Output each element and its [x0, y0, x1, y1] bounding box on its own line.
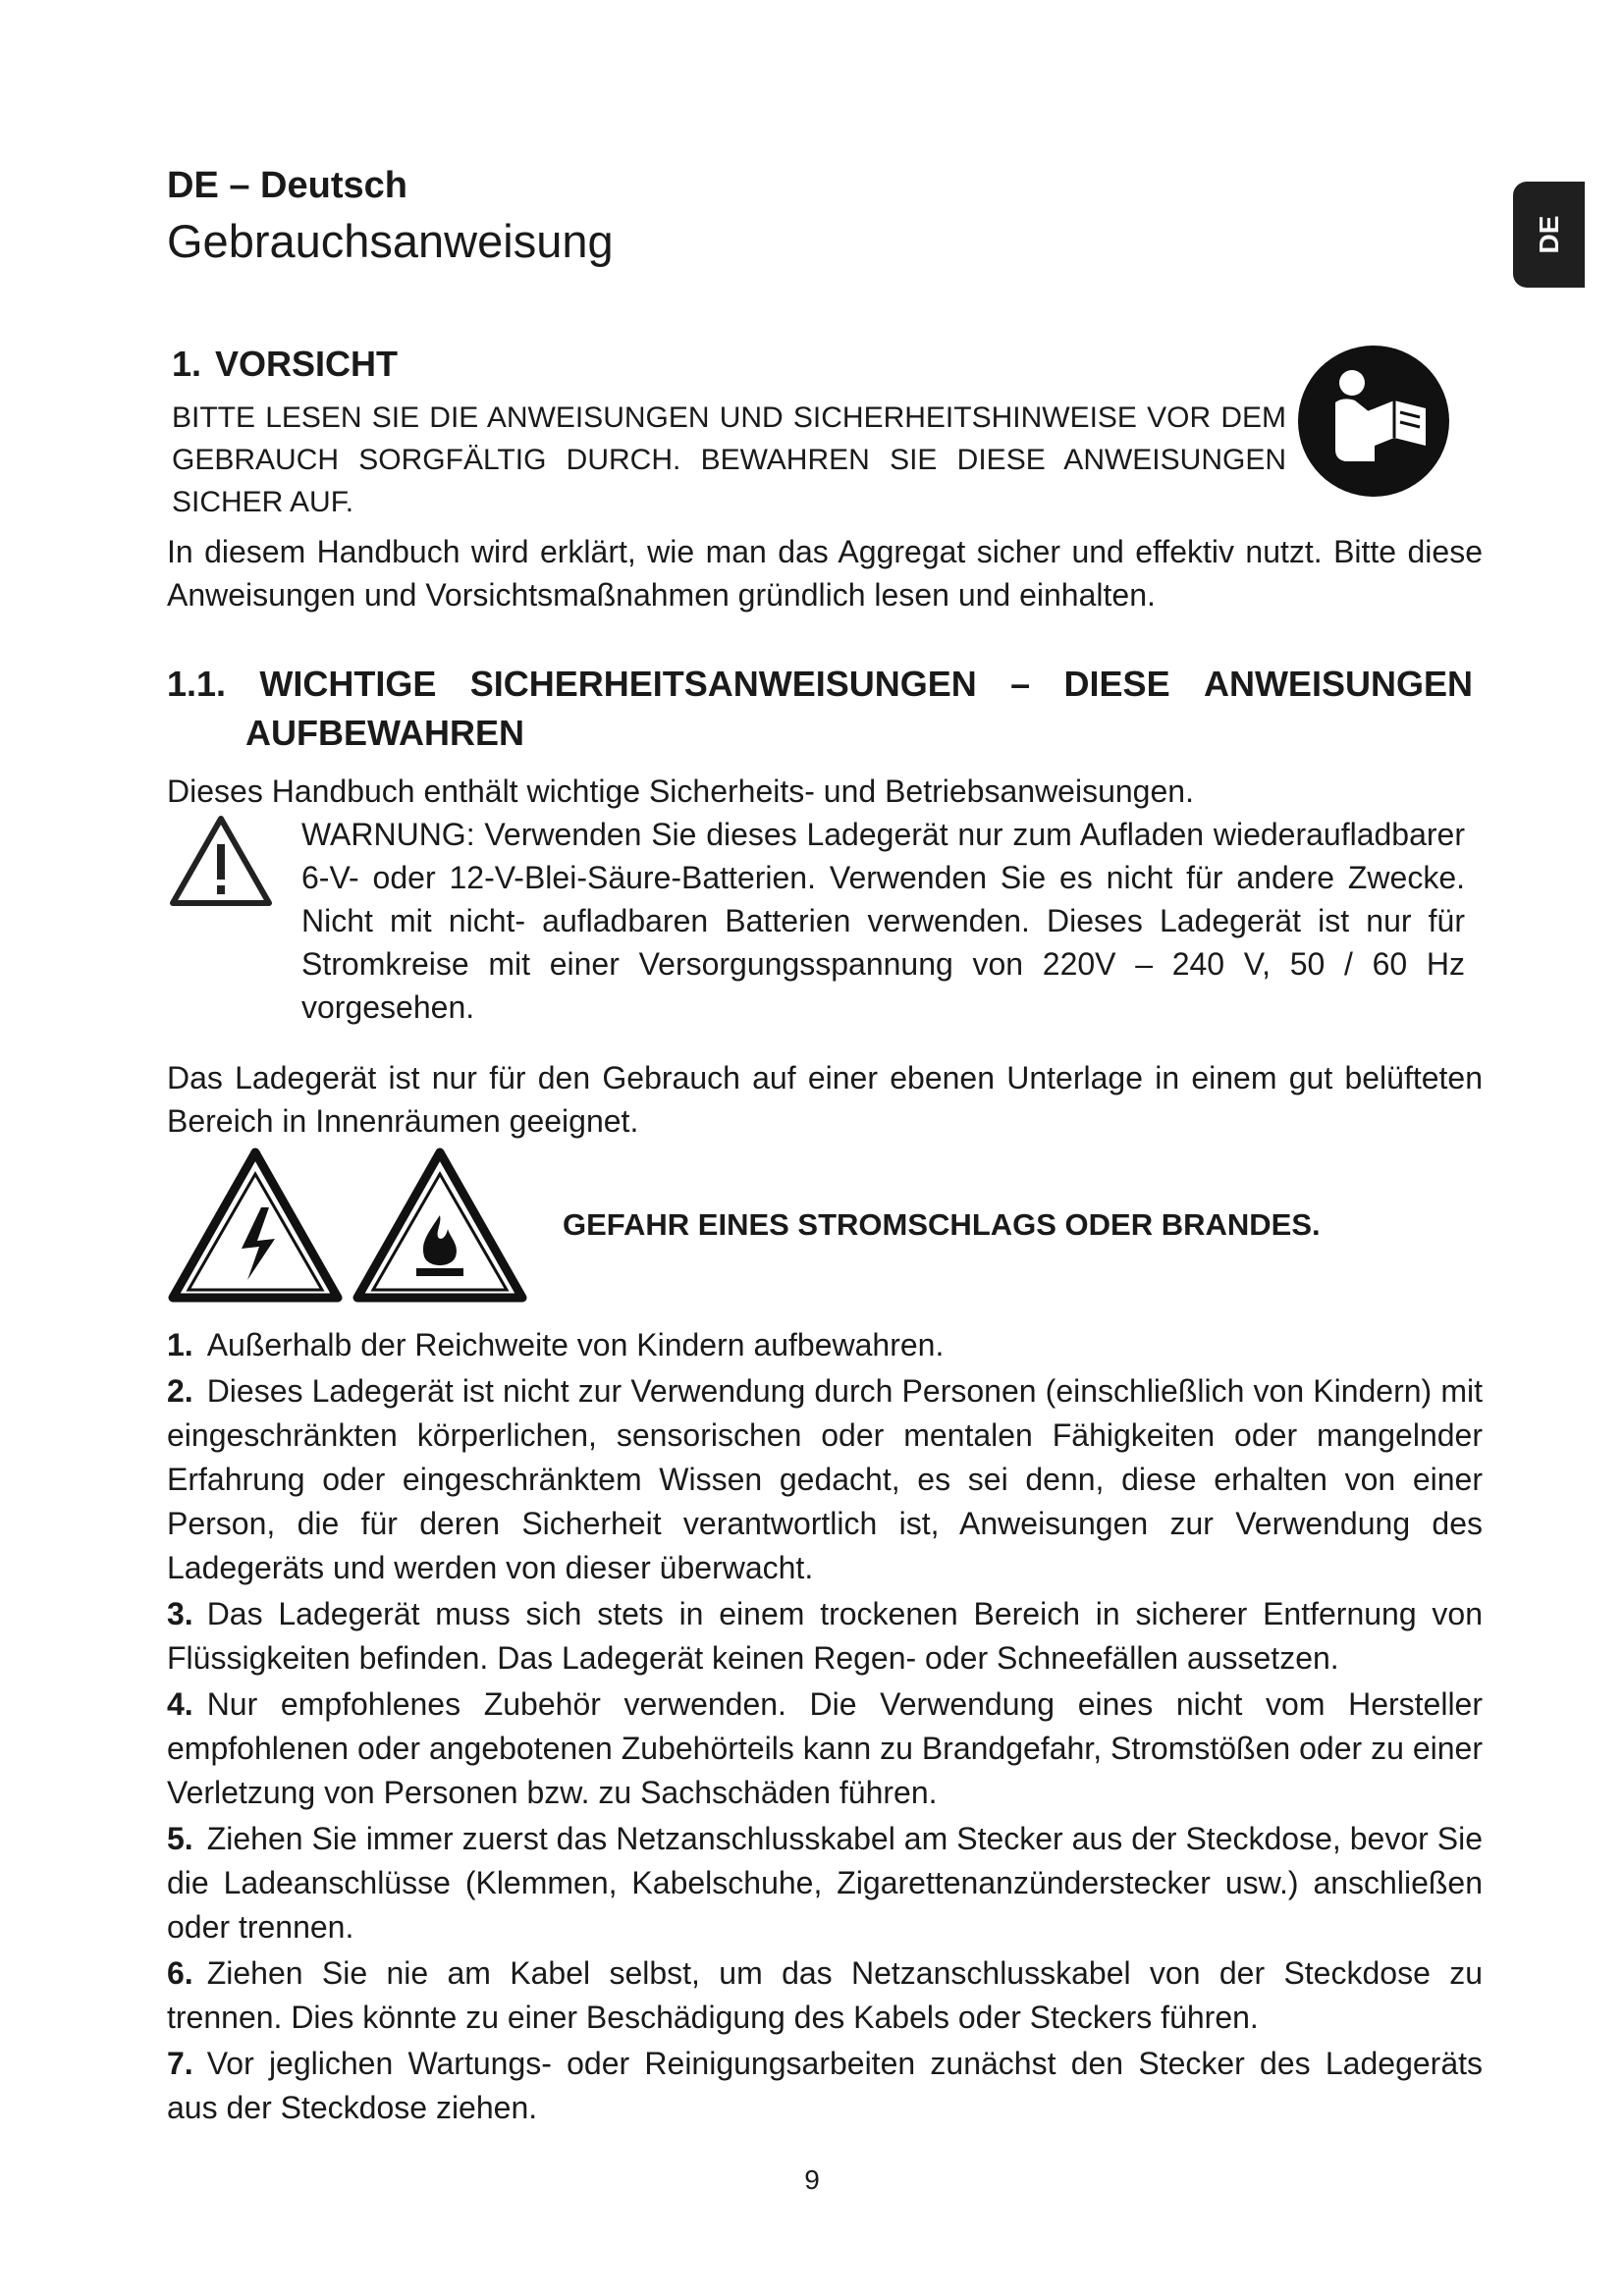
fire-hazard-icon [352, 1147, 528, 1304]
list-item: 6. Ziehen Sie nie am Kabel selbst, um das Netzanschlusskabel von der Steckdose zu trennen. Dies könnte zu einer Beschädigung des Kabels oder Steckers führen. [167, 1955, 1483, 2035]
intro-paragraph: In diesem Handbuch wird erklärt, wie man das Aggregat sicher und effektiv nutzt. Bitte diese Anweisungen und Vorsichtsmaßnahmen gründlich lesen und einhalten. [167, 534, 1483, 613]
section-1-1-dash: – [1010, 664, 1031, 704]
warning-icon [167, 813, 275, 909]
section-1-1-number: 1.1. [167, 664, 227, 704]
section-1-1-word: DIESE [1063, 664, 1170, 704]
list-item: 5. Ziehen Sie immer zuerst das Netzanschlusskabel am Stecker aus der Steckdose, bevor Sie die Ladeanschlüsse (Klemmen, Kabelschuhe, Zigarettenanzünderstecker usw.) anschließen oder trennen. [167, 1821, 1483, 1945]
warning-text: WARNUNG: Verwenden Sie dieses Ladegerät nur zum Aufladen wiederaufladbarer 6-V- oder 12-V-Blei-Säure-Batterien. Verwenden Sie es nicht für andere Zwecke. Nicht mit nicht- aufladbaren Batterien verwenden. Dieses Ladegerät ist nur für Stromkreise mit einer Versorgungsspannung von 220V – 240 V, 50 / 60 Hz vorgesehen. [301, 817, 1465, 1025]
surface-paragraph: Das Ladegerät ist nur für den Gebrauch auf einer ebenen Unterlage in einem gut belüfteten Bereich in Innenräumen geeignet. [167, 1060, 1483, 1139]
language-tab [1513, 182, 1585, 288]
section-1-1-word: SICHERHEITSANWEISUNGEN [469, 664, 977, 704]
page-number: 9 [804, 2164, 820, 2195]
section-1-1-title-line2: AUFBEWAHREN [245, 713, 524, 753]
section-1-1-heading [167, 660, 1473, 758]
list-item: 2. Dieses Ladegerät ist nicht zur Verwendung durch Personen (einschließlich von Kindern) mit eingeschränkten körperlichen, sensorischen oder mentalen Fähigkeiten oder mangelnder Erfahrung oder eingeschränktem Wissen gedacht, es sei denn, diese erhalten von einer Person, die für deren Sicherheit verantwortlich ist, Anweisungen zur Verwendung des Ladegeräts und werden von dieser überwacht. [167, 1373, 1483, 1585]
section-1-number: 1. [172, 344, 202, 384]
section-1-1-word: ANWEISUNGEN [1203, 664, 1473, 704]
language-heading: DE – Deutsch [167, 165, 407, 206]
section-1-1-word: WICHTIGE [259, 664, 437, 704]
document-title: Gebrauchsanweisung [167, 215, 614, 267]
section-1-heading [172, 344, 398, 385]
language-tab-label: DE [1533, 215, 1564, 254]
list-item: 3. Das Ladegerät muss sich stets in einem trockenen Bereich in sicherer Entfernung von Flüssigkeiten befinden. Das Ladegerät keinen Regen- oder Schneefällen aussetzen. [167, 1596, 1483, 1676]
danger-warning-text: GEFAHR EINES STROMSCHLAGS ODER BRANDES. [563, 1207, 1321, 1242]
list-item: 1. Außerhalb der Reichweite von Kindern aufbewahren. [167, 1327, 945, 1362]
list-item: 7. Vor jeglichen Wartungs- oder Reinigungsarbeiten zunächst den Stecker des Ladegeräts aus der Steckdose ziehen. [167, 2046, 1483, 2125]
section-1-title: VORSICHT [215, 344, 399, 384]
safety-list [167, 1323, 1483, 2132]
handbook-paragraph: Dieses Handbuch enthält wichtige Sicherheits- und Betriebsanweisungen. [167, 774, 1194, 809]
list-item: 4. Nur empfohlenes Zubehör verwenden. Die Verwendung eines nicht vom Hersteller empfohlenen oder angebotenen Zubehörteils kann zu Brandgefahr, Stromstößen oder zu einer Verletzung von Personen bzw. zu Sachschäden führen. [167, 1686, 1483, 1810]
read-manual-icon [1296, 344, 1451, 499]
electric-shock-icon [167, 1147, 344, 1304]
caution-caps-text: BITTE LESEN SIE DIE ANWEISUNGEN UND SICHERHEITSHINWEISE VOR DEM GEBRAUCH SORGFÄLTIG DURCH. BEWAHREN SIE DIESE ANWEISUNGEN SICHER AUF. [172, 401, 1286, 518]
